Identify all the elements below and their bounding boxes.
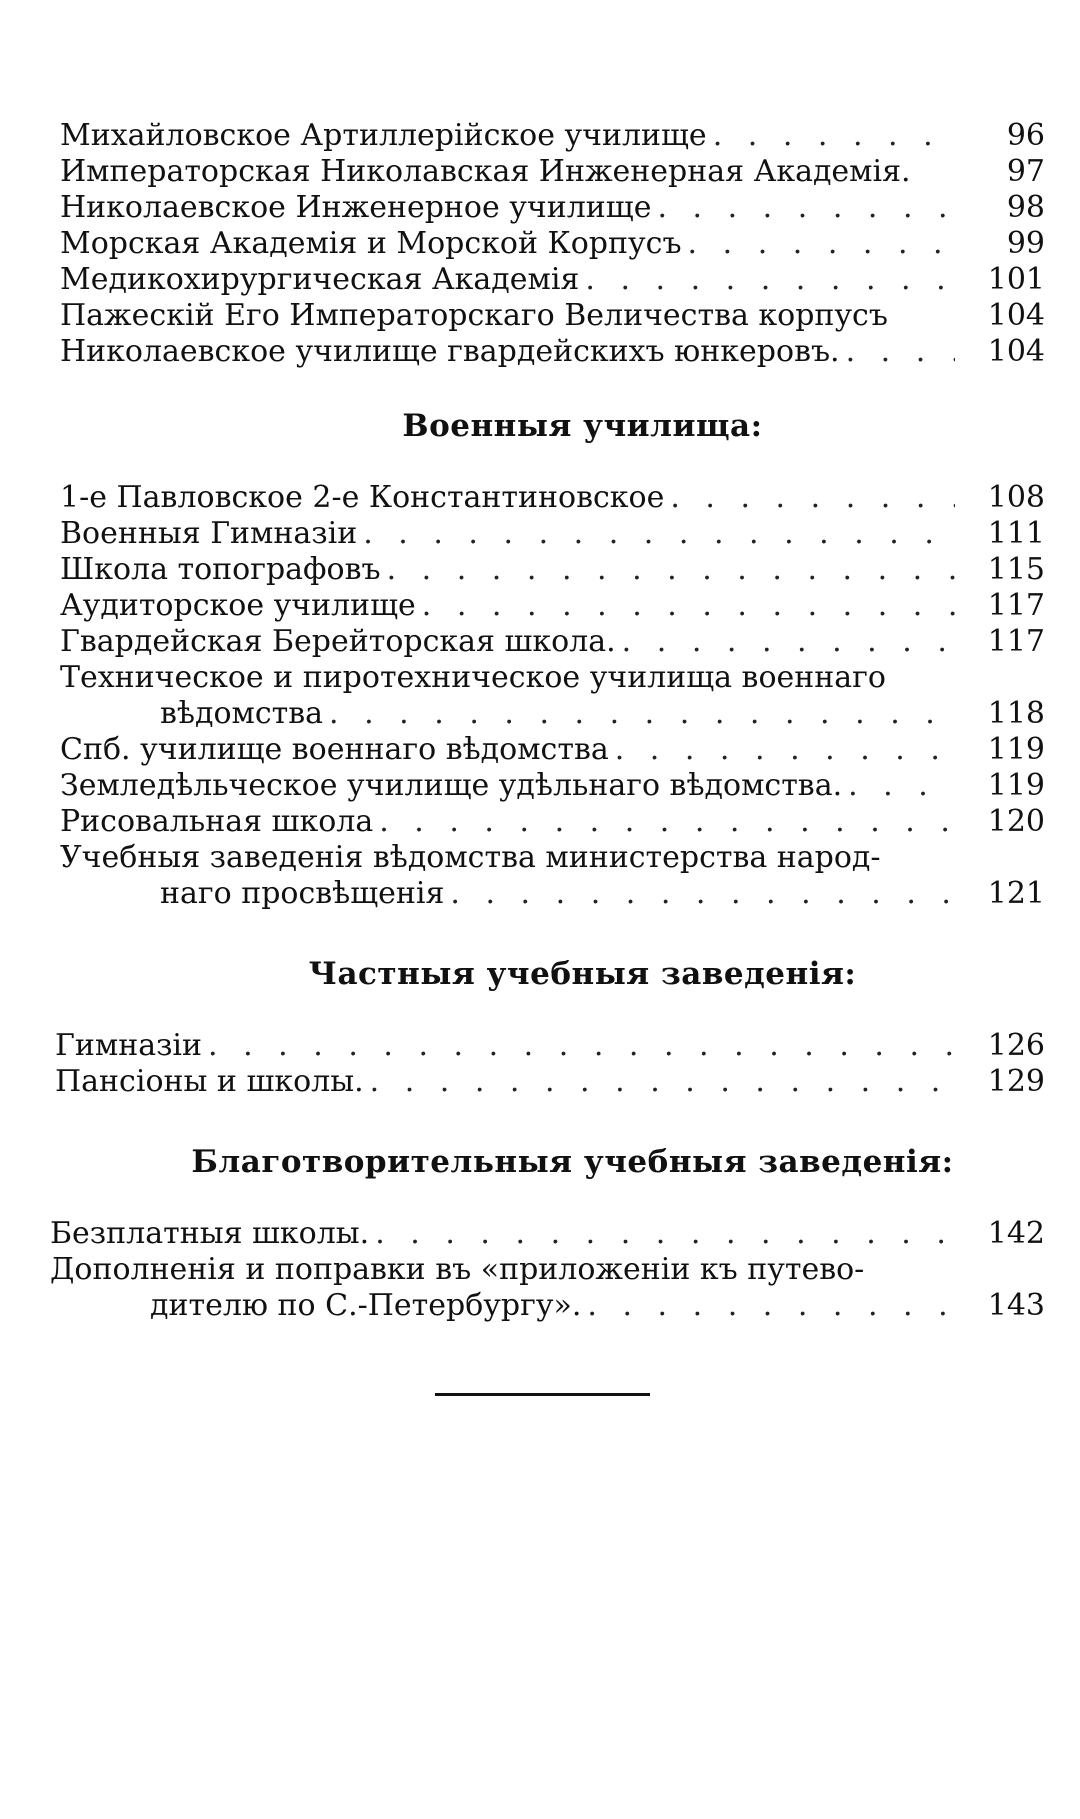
toc-entry-page: 119 (987, 768, 1045, 803)
section-heading-military-schools: Военныя училища: (402, 408, 763, 444)
toc-entry-title: Гвардейская Берейторская школа. (60, 624, 616, 659)
toc-entry (60, 154, 1045, 190)
toc-entry-title: 1-е Павловское 2-е Константиновское (60, 480, 665, 515)
toc-entry-page: 98 (1006, 190, 1045, 225)
toc-entry (50, 1216, 1045, 1252)
toc-entry-title-continued: дителю по С.-Петербургу». (150, 1288, 582, 1323)
section-heading-charitable-schools: Благотворительныя учебныя заведенія: (191, 1144, 954, 1180)
dot-leader (329, 696, 955, 732)
toc-section-military-schools (60, 480, 1045, 912)
toc-entry-page: 118 (987, 696, 1045, 731)
toc-entry-page: 101 (987, 262, 1045, 297)
dot-leader (670, 480, 955, 516)
dot-leader (657, 190, 955, 226)
section-heading-private-schools: Частныя учебныя заведенія: (308, 956, 857, 992)
toc-entry (60, 624, 1045, 660)
toc-entry (60, 118, 1045, 154)
toc-entry-title: Медикохирургическая Академія (60, 262, 580, 297)
toc-entry-title: Аудиторское училище (60, 588, 416, 623)
toc-entry-title: Спб. училище военнаго вѣдомства (60, 732, 609, 767)
toc-entry-page: 120 (987, 804, 1045, 839)
toc-entry (60, 840, 1045, 912)
toc-entry-page: 142 (987, 1216, 1045, 1251)
toc-entry (60, 660, 1045, 732)
toc-entry-title: Морская Академія и Морской Корпусъ (60, 226, 682, 261)
toc-entry (55, 1028, 1045, 1064)
dot-leader (387, 552, 955, 588)
toc-entry-page: 97 (1006, 154, 1045, 189)
toc-entry-title: Земледѣльческое училище удѣльнаго вѣдомства. (60, 768, 843, 803)
toc-entry-title: Императорская Николавская Инженерная Академія. (60, 154, 911, 189)
toc-entry (50, 1252, 1045, 1324)
dot-leader (363, 516, 955, 552)
toc-entry-continuation (60, 876, 1045, 912)
toc-entry-page: 117 (987, 588, 1045, 623)
closing-rule (435, 1393, 650, 1396)
dot-leader (587, 1288, 955, 1324)
dot-leader (422, 588, 955, 624)
toc-entry-page: 108 (987, 480, 1045, 515)
toc-entry-title: Школа топографовъ (60, 552, 381, 587)
toc-entry-title: Пансіоны и школы. (55, 1064, 364, 1099)
toc-entry (60, 804, 1045, 840)
dot-leader (713, 118, 955, 154)
toc-entry-page: 121 (987, 876, 1045, 911)
toc-entry-title: Дополненія и поправки въ «приложеніи къ путево- (50, 1252, 865, 1287)
toc-entry-title: Военныя Гимназіи (60, 516, 358, 551)
toc-section-academies (60, 118, 1045, 370)
dot-leader (688, 226, 955, 262)
toc-section-charitable-schools (50, 1216, 1045, 1324)
dot-leader (450, 876, 955, 912)
toc-entry-page: 111 (987, 516, 1045, 551)
toc-entry-title: Рисовальная школа (60, 804, 374, 839)
toc-entry-title: Николаевское училище гвардейскихъ юнкеровъ. (60, 334, 840, 369)
toc-entry (60, 226, 1045, 262)
toc-entry-title-continued: вѣдомства (160, 696, 324, 731)
toc-entry-page: 126 (987, 1028, 1045, 1063)
toc-entry (60, 516, 1045, 552)
toc-entry-page: 99 (1006, 226, 1045, 261)
toc-entry-page: 104 (987, 298, 1045, 333)
toc-entry-title: Учебныя заведенія вѣдомства министерства народ- (60, 840, 881, 875)
toc-entry (55, 1064, 1045, 1100)
dot-leader (585, 262, 955, 298)
dot-leader (615, 732, 955, 768)
toc-entry-continuation (60, 696, 1045, 732)
toc-entry (60, 588, 1045, 624)
toc-entry (60, 768, 1045, 804)
dot-leader (208, 1028, 955, 1064)
table-of-contents (50, 118, 1045, 1324)
toc-entry (60, 480, 1045, 516)
toc-entry-continuation (50, 1288, 1045, 1324)
toc-entry (60, 552, 1045, 588)
toc-entry (60, 334, 1045, 370)
dot-leader (375, 1216, 955, 1252)
toc-entry (60, 190, 1045, 226)
dot-leader (846, 334, 955, 370)
toc-entry-title-continued: наго просвѣщенія (160, 876, 445, 911)
toc-entry-title: Безплатныя школы. (50, 1216, 370, 1251)
toc-entry-title: Михайловское Артиллерійское училище (60, 118, 707, 153)
dot-leader (622, 624, 955, 660)
toc-entry-page: 104 (987, 334, 1045, 369)
toc-entry-title: Пажескій Его Императорскаго Величества корпусъ (60, 298, 888, 333)
toc-entry-title: Техническое и пиротехническое училища военнаго (60, 660, 886, 695)
toc-entry-page: 129 (987, 1064, 1045, 1099)
toc-entry (60, 298, 1045, 334)
toc-entry-page: 117 (987, 624, 1045, 659)
toc-section-private-schools (55, 1028, 1045, 1100)
toc-entry-page: 115 (987, 552, 1045, 587)
toc-entry-title: Гимназіи (55, 1028, 203, 1063)
toc-entry-title: Николаевское Инженерное училище (60, 190, 652, 225)
toc-entry-page: 119 (987, 732, 1045, 767)
dot-leader (370, 1064, 955, 1100)
dot-leader (848, 768, 955, 804)
dot-leader (379, 804, 955, 840)
toc-entry (60, 732, 1045, 768)
toc-entry (60, 262, 1045, 298)
toc-entry-page: 96 (1006, 118, 1045, 153)
toc-entry-page: 143 (987, 1288, 1045, 1323)
